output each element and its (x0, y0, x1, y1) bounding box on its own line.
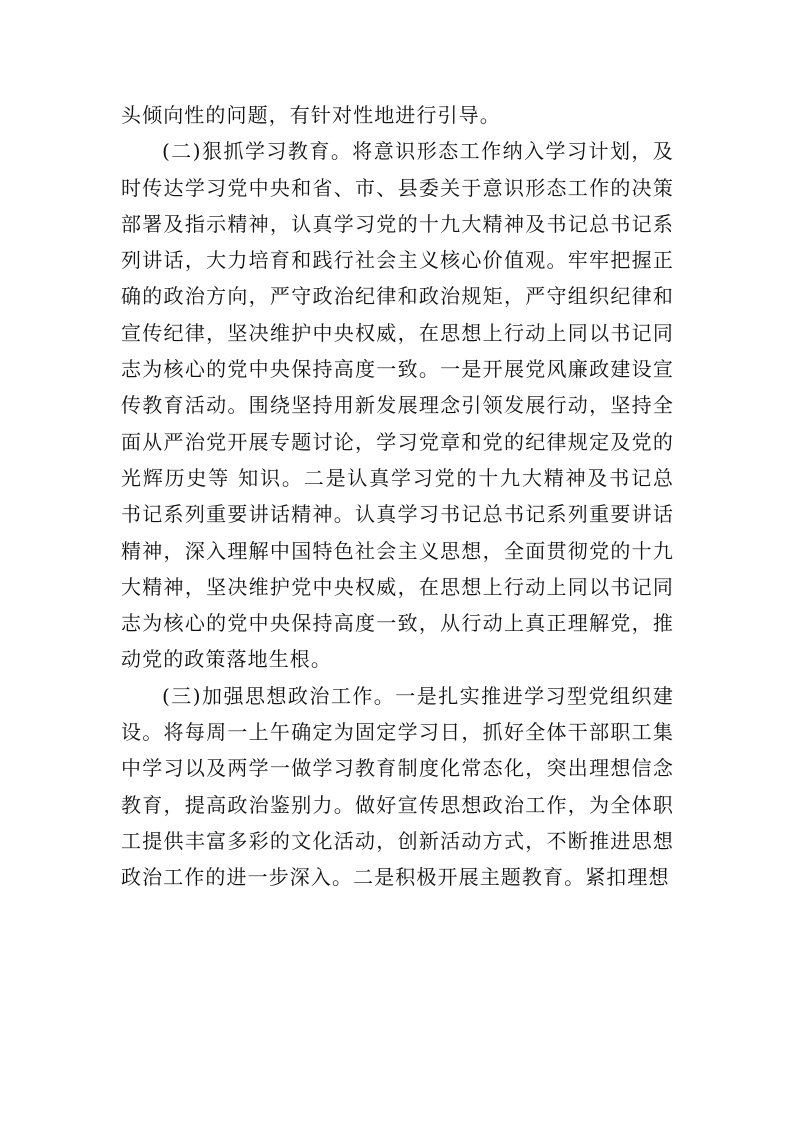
paragraph-section-2: (二)狠抓学习教育。将意识形态工作纳入学习计划，及时传达学习党中央和省、市、县委关于意识形态工作的决策部署及指示精神，认真学习党的十九大精神及书记总书记系列讲话，大力培育和践行社会主义核心价值观。牢牢把握正确的政治方向，严守政治纪律和政治规矩，严守组织纪律和宣传纪律，坚决维护中央权威，在思想上行动上同以书记同志为核心的党中央保持高度一致。一是开展党风廉政建设宣传教育活动。围绕坚持用新发展理念引领发展行动，坚持全面从严治党开展专题讨论，学习党章和党的纪律规定及党的光辉历史等 知识。二是认真学习党的十九大精神及书记总书记系列重要讲话精神。认真学习书记总书记系列重要讲话精神，深入理解中国特色社会主义思想，全面贯彻党的十九大精神，坚决维护党中央权威，在思想上行动上同以书记同志为核心的党中央保持高度一致，从行动上真正理解党，推动党的政策落地生根。 (121, 139, 674, 672)
paragraph-section-3: (三)加强思想政治工作。一是扎实推进学习型党组织建设。将每周一上午确定为固定学习日，抓好全体干部职工集中学习以及两学一做学习教育制度化常态化，突出理想信念教育，提高政治鉴别力。做好宣传思想政治工作，为全体职工提供丰富多彩的文化活动，创新活动方式，不断推进思想政治工作的进一步深入。二是积极开展主题教育。紧扣理想 (121, 683, 674, 890)
paragraph-continuation: 头倾向性的问题，有针对性地进行引导。 (121, 103, 501, 127)
document-page (121, 97, 674, 896)
